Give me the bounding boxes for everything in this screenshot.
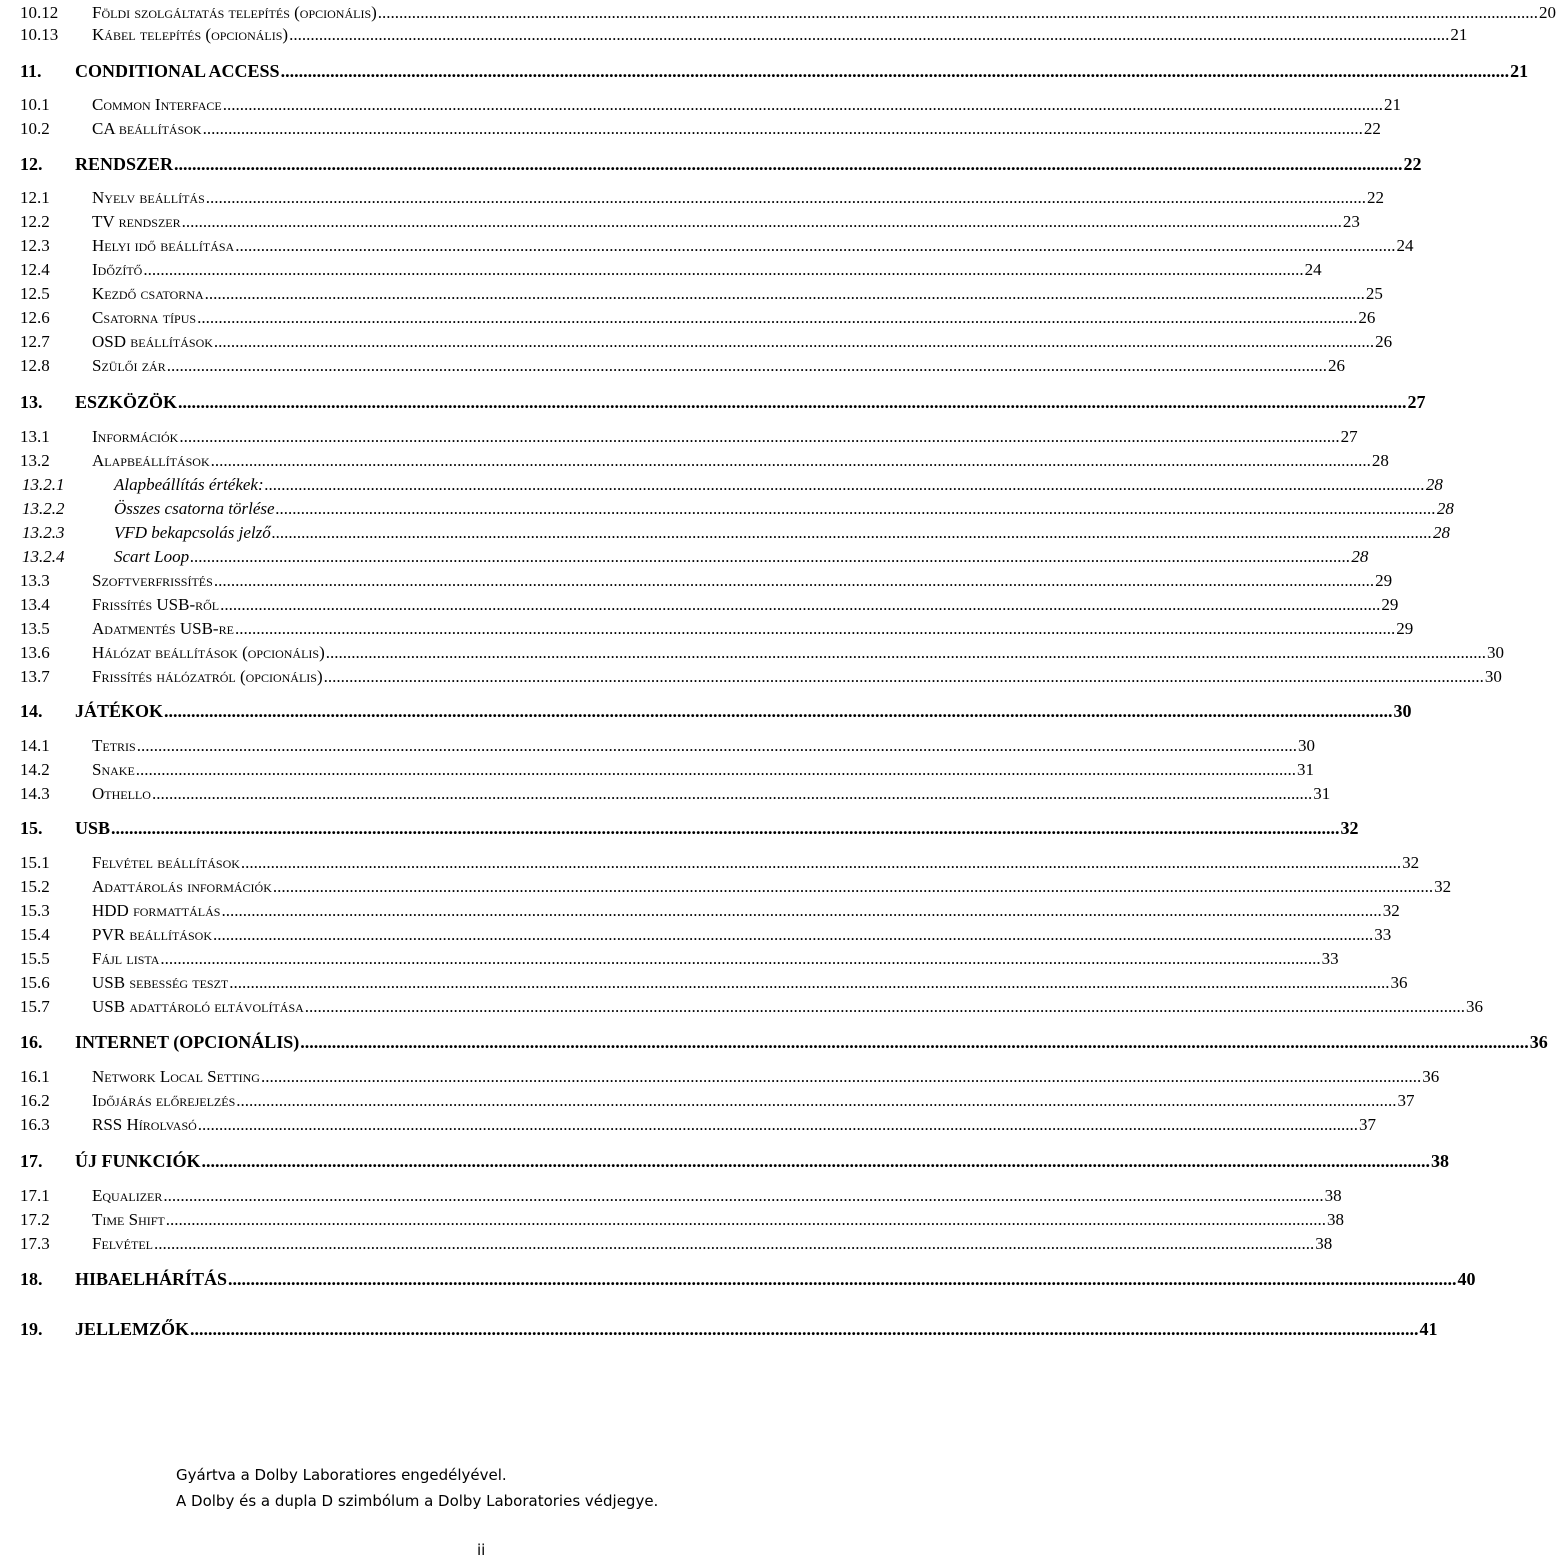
toc-entry[interactable] [20,818,1359,838]
toc-entry[interactable] [20,949,1339,969]
toc-entry[interactable] [20,1032,1548,1052]
toc-entry-page: 31 [1297,760,1315,779]
toc-entry-page: 30 [1487,643,1505,662]
toc-dot-leader [241,853,1401,873]
toc-entry-page: 22 [1367,188,1384,207]
toc-dot-leader [174,154,1403,174]
toc-entry-number: 15.2 [20,877,50,896]
toc-entry-page: 33 [1374,925,1392,944]
toc-entry[interactable] [20,332,1393,352]
toc-entry-title: RENDSZER [75,154,174,174]
toc-entry[interactable] [20,901,1400,921]
toc-entry-page: 37 [1359,1115,1377,1134]
toc-entry-title: Felvétel [92,1234,153,1253]
toc-dot-leader [235,236,1395,256]
toc-entry-number: 16.1 [20,1067,50,1086]
toc-dot-leader [211,451,1371,471]
toc-entry[interactable] [20,619,1414,639]
toc-dot-leader [289,25,1449,45]
toc-entry[interactable] [20,973,1408,993]
toc-entry-page: 32 [1382,901,1400,920]
toc-dot-leader [137,736,1297,756]
toc-entry-title: PVR beállítások [92,925,212,944]
toc-entry-title: USB [75,818,111,838]
toc-entry-page: 28 [1425,475,1443,494]
toc-entry-title: Időjárás előrejelzés [92,1091,236,1110]
toc-entry-title: JÁTÉKOK [75,701,164,721]
footer-dolby-license: Gyártva a Dolby Laboratiores engedélyével. [176,1466,507,1484]
toc-entry-number: 15.7 [20,997,50,1016]
toc-dot-leader [378,3,1538,23]
toc-entry[interactable] [20,595,1399,615]
toc-entry-title: Kezdő csatorna [92,284,204,303]
toc-entry-page: 25 [1365,284,1383,303]
toc-entry-title: Adattárolás információk [92,877,272,896]
toc-entry[interactable] [20,643,1505,663]
toc-entry-page: 32 [1402,853,1420,872]
toc-dot-leader [220,595,1380,615]
toc-entry-title: Nyelv beállítás [92,188,205,207]
toc-entry-page: 28 [1371,451,1389,470]
toc-entry-title: Adatmentés USB-re [92,619,234,638]
toc-entry-page: 24 [1304,260,1322,279]
toc-dot-leader [324,667,1484,687]
toc-entry-title: USB sebesség teszt [92,973,229,992]
toc-entry[interactable] [20,308,1376,328]
toc-entry-number: 16. [20,1032,43,1052]
toc-entry[interactable] [22,475,1443,495]
toc-entry-number: 12.4 [20,260,50,279]
toc-entry-page: 30 [1297,736,1315,755]
toc-entry[interactable] [20,997,1484,1017]
toc-entry-page: 38 [1327,1210,1345,1229]
toc-entry-number: 15.1 [20,853,50,872]
toc-dot-leader [136,760,1296,780]
toc-entry-number: 13.2.2 [22,499,65,518]
toc-entry[interactable] [20,1210,1345,1230]
toc-entry-number: 14. [20,701,43,721]
toc-entry-title: Kábel telepítés (opcionális) [92,25,289,44]
toc-entry[interactable] [20,877,1452,897]
toc-entry-title: Hálózat beállítások (opcionális) [92,643,325,662]
toc-entry-title: Equalizer [92,1186,163,1205]
toc-entry[interactable] [22,547,1369,567]
toc-entry-number: 13.1 [20,427,50,446]
toc-dot-leader [190,547,1350,567]
toc-entry-number: 15.6 [20,973,50,992]
toc-dot-leader [326,643,1486,663]
toc-entry[interactable] [20,1115,1377,1135]
toc-entry-page: 21 [1510,61,1529,81]
toc-entry-number: 13.2.1 [22,475,65,494]
toc-entry-title: VFD bekapcsolás jelző [114,523,271,542]
toc-entry-title: INTERNET (OPCIONÁLIS) [75,1032,300,1052]
toc-entry-title: Csatorna típus [92,308,197,327]
toc-entry-number: 19. [20,1319,43,1339]
toc-entry-page: 32 [1340,818,1359,838]
toc-entry-page: 29 [1381,595,1399,614]
toc-entry[interactable] [20,1151,1449,1171]
toc-entry-title: USB adattároló eltávolítása [92,997,304,1016]
toc-entry[interactable] [20,784,1331,804]
toc-entry-page: 36 [1529,1032,1548,1052]
toc-entry-title: Fájl lista [92,949,160,968]
toc-entry-number: 12.7 [20,332,50,351]
toc-entry-title: Network Local Setting [92,1067,260,1086]
toc-entry[interactable] [22,499,1454,519]
toc-dot-leader [236,1091,1396,1111]
toc-entry-page: 33 [1321,949,1339,968]
toc-dot-leader [221,901,1381,921]
toc-entry-title: CA beállítások [92,119,202,138]
toc-entry-number: 16.3 [20,1115,50,1134]
toc-entry-number: 12. [20,154,43,174]
toc-entry-page: 28 [1436,499,1454,518]
toc-entry-number: 12.8 [20,356,50,375]
toc-dot-leader [229,973,1389,993]
toc-dot-leader [154,1234,1314,1254]
toc-entry[interactable] [20,571,1393,591]
toc-entry[interactable] [20,356,1345,376]
toc-entry-page: 26 [1358,308,1376,327]
toc-entry-page: 21 [1450,25,1468,44]
toc-entry[interactable] [20,427,1358,447]
toc-entry-number: 10.1 [20,95,50,114]
toc-dot-leader [235,619,1395,639]
toc-entry-page: 26 [1327,356,1345,375]
toc-entry[interactable] [20,212,1360,232]
toc-entry-number: 15.3 [20,901,50,920]
toc-dot-leader [300,1032,1529,1052]
toc-entry[interactable] [22,523,1450,543]
toc-entry-page: 23 [1342,212,1360,231]
toc-dot-leader [214,571,1374,591]
toc-entry-page: 27 [1340,427,1358,446]
toc-entry-page: 27 [1407,392,1426,412]
footer-dolby-trademark: A Dolby és a dupla D szimbólum a Dolby Laboratories védjegye. [176,1492,659,1510]
toc-entry-number: 13.6 [20,643,50,662]
toc-entry-title: Információk [92,427,179,446]
toc-entry-page: 28 [1433,523,1450,542]
toc-entry[interactable] [20,1067,1440,1087]
toc-entry-page: 22 [1363,119,1381,138]
toc-dot-leader [163,1186,1323,1206]
toc-entry[interactable] [20,260,1322,280]
toc-entry[interactable] [20,853,1420,873]
toc-entry-page: 30 [1484,667,1502,686]
toc-entry[interactable] [20,61,1529,81]
toc-entry-title: Tetris [92,736,136,755]
toc-entry-number: 15. [20,818,43,838]
toc-entry-page: 20 [1539,3,1556,22]
toc-dot-leader [111,818,1340,838]
toc-entry-page: 36 [1422,1067,1440,1086]
toc-entry-title: HIBAELHÁRÍTÁS [75,1269,228,1289]
toc-entry[interactable] [20,925,1392,945]
toc-entry-title: Alapbeállítás értékek: [114,475,264,494]
toc-entry-number: 12.3 [20,236,50,255]
toc-entry-page: 29 [1396,619,1414,638]
toc-entry-title: ESZKÖZÖK [75,392,178,412]
toc-entry-number: 12.2 [20,212,50,231]
toc-entry-number: 13. [20,392,43,412]
toc-dot-leader [179,427,1339,447]
toc-entry-number: 11. [20,61,42,81]
toc-entry-page: 26 [1375,332,1393,351]
toc-dot-leader [281,61,1510,81]
toc-entry[interactable] [20,3,1556,23]
toc-dot-leader [203,119,1363,139]
toc-dot-leader [143,260,1303,280]
toc-entry-title: Összes csatorna törlése [114,499,275,518]
toc-entry[interactable] [20,392,1426,412]
toc-entry[interactable] [20,188,1384,208]
toc-entry-title: TV rendszer [92,212,181,231]
toc-dot-leader [160,949,1320,969]
toc-entry-number: 13.2.4 [22,547,65,566]
toc-entry-page: 36 [1390,973,1408,992]
toc-entry-number: 13.4 [20,595,50,614]
toc-entry[interactable] [20,1319,1438,1339]
toc-entry-number: 13.3 [20,571,50,590]
toc-entry[interactable] [20,1091,1415,1111]
toc-entry-page: 22 [1403,154,1422,174]
toc-entry-page: 38 [1315,1234,1333,1253]
toc-entry[interactable] [20,1234,1333,1254]
toc-entry-page: 24 [1396,236,1414,255]
toc-entry[interactable] [20,667,1502,687]
toc-entry-title: OSD beállítások [92,332,213,351]
toc-dot-leader [202,1151,1431,1171]
toc-dot-leader [214,332,1374,352]
toc-entry-title: Time Shift [92,1210,165,1229]
toc-dot-leader [305,997,1465,1017]
toc-entry-number: 12.1 [20,188,50,207]
toc-entry-number: 10.12 [20,3,59,22]
toc-entry-number: 10.13 [20,25,59,44]
toc-entry[interactable] [20,154,1422,174]
toc-entry-title: CONDITIONAL ACCESS [75,61,280,81]
toc-entry[interactable] [20,701,1412,721]
toc-entry[interactable] [20,25,1468,45]
toc-dot-leader [205,284,1365,304]
toc-entry-page: 31 [1313,784,1331,803]
toc-entry-number: 14.2 [20,760,50,779]
toc-entry[interactable] [20,1186,1342,1206]
toc-entry[interactable] [20,451,1389,471]
toc-entry-page: 41 [1419,1319,1438,1339]
toc-dot-leader [272,523,1432,543]
toc-dot-leader [197,308,1357,328]
toc-entry-title: Common Interface [92,95,222,114]
toc-entry-number: 10.2 [20,119,50,138]
toc-entry-title: Scart Loop [114,547,190,566]
toc-entry-title: Szoftverfrissítés [92,571,213,590]
toc-entry-number: 15.5 [20,949,50,968]
toc-entry-number: 12.6 [20,308,50,327]
toc-entry-number: 17.1 [20,1186,50,1205]
toc-dot-leader [166,1210,1326,1230]
toc-entry-title: Othello [92,784,151,803]
toc-dot-leader [198,1115,1358,1135]
page-number: ii [477,1541,486,1559]
toc-dot-leader [265,475,1425,495]
toc-dot-leader [182,212,1342,232]
toc-entry-page: 29 [1375,571,1393,590]
toc-dot-leader [164,701,1393,721]
toc-entry-number: 15.4 [20,925,50,944]
toc-entry-page: 32 [1434,877,1452,896]
toc-entry-title: JELLEMZŐK [75,1319,190,1339]
toc-entry-title: Frissítés USB-ről [92,595,220,614]
toc-entry[interactable] [20,95,1401,115]
toc-dot-leader [152,784,1312,804]
toc-dot-leader [273,877,1433,897]
toc-entry-page: 37 [1397,1091,1415,1110]
toc-dot-leader [213,925,1373,945]
toc-entry-number: 17.3 [20,1234,50,1253]
toc-entry-title: Felvétel beállítások [92,853,240,872]
toc-entry-title: Frissítés hálózatról (opcionális) [92,667,323,686]
toc-entry-number: 14.3 [20,784,50,803]
toc-entry-number: 16.2 [20,1091,50,1110]
toc-entry-title: Földi szolgáltatás telepítés (opcionális) [92,3,377,22]
toc-entry-number: 13.5 [20,619,50,638]
toc-dot-leader [190,1319,1419,1339]
toc-entry-page: 38 [1431,1151,1449,1171]
toc-dot-leader [206,188,1366,208]
toc-entry-number: 18. [20,1269,43,1289]
toc-entry-number: 14.1 [20,736,50,755]
toc-entry-number: 17. [20,1151,43,1171]
toc-entry-title: Időzítő [92,260,143,279]
toc-entry-number: 13.2.3 [22,523,65,542]
toc-dot-leader [223,95,1383,115]
toc-entry[interactable] [20,760,1315,780]
toc-dot-leader [261,1067,1421,1087]
toc-entry[interactable] [20,236,1414,256]
toc-entry-title: HDD formattálás [92,901,221,920]
toc-entry-number: 12.5 [20,284,50,303]
toc-entry[interactable] [20,1269,1476,1289]
toc-entry[interactable] [20,284,1383,304]
toc-entry-title: Szülői zár [92,356,166,375]
toc-entry-page: 38 [1324,1186,1342,1205]
toc-entry-title: Alapbeállítások [92,451,210,470]
toc-entry-title: Snake [92,760,135,779]
toc-dot-leader [228,1269,1457,1289]
toc-dot-leader [178,392,1407,412]
toc-entry-number: 13.2 [20,451,50,470]
toc-dot-leader [276,499,1436,519]
toc-entry[interactable] [20,736,1315,756]
toc-entry-number: 17.2 [20,1210,50,1229]
toc-entry-page: 30 [1393,701,1412,721]
toc-entry-page: 36 [1466,997,1484,1016]
toc-entry-page: 28 [1351,547,1369,566]
toc-entry-number: 13.7 [20,667,50,686]
toc-entry-page: 40 [1457,1269,1476,1289]
toc-dot-leader [167,356,1327,376]
toc-entry-title: Helyi idő beállítása [92,236,235,255]
toc-entry[interactable] [20,119,1381,139]
toc-entry-title: ÚJ FUNKCIÓK [75,1151,201,1171]
toc-entry-title: RSS Hírolvasó [92,1115,197,1134]
toc-entry-page: 21 [1383,95,1401,114]
